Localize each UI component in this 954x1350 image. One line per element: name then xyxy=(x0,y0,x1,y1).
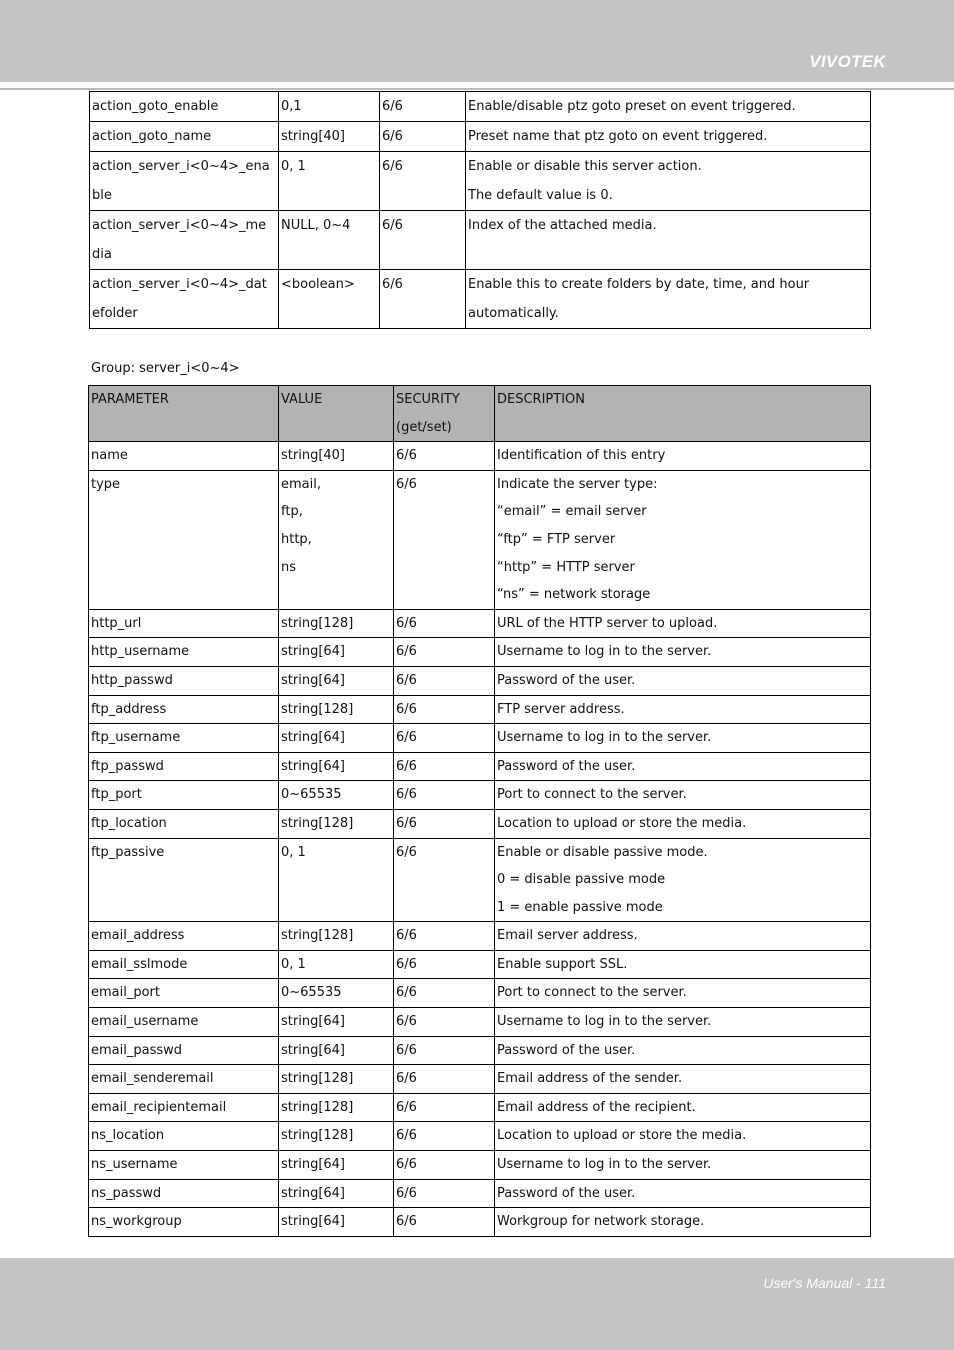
security-cell: 6/6 xyxy=(394,809,495,838)
parameter-cell xyxy=(90,92,279,122)
parameter-cell: ftp_passwd xyxy=(89,752,279,781)
value-cell-line: string[64] xyxy=(281,1014,346,1030)
value-cell-line: ftp, xyxy=(281,504,303,520)
description-cell xyxy=(495,979,871,1008)
security-cell-line: 6/6 xyxy=(382,218,403,233)
value-cell-line: string[64] xyxy=(281,672,346,688)
table-row xyxy=(89,470,871,609)
value-cell-line: string[128] xyxy=(281,615,354,631)
description-cell xyxy=(495,695,871,724)
table-row xyxy=(89,638,871,667)
description-cell xyxy=(495,666,871,695)
description-cell xyxy=(466,122,871,152)
parameter-cell: name xyxy=(89,442,279,471)
page-footer xyxy=(0,1258,954,1350)
table-row xyxy=(89,1065,871,1094)
value-cell xyxy=(279,1093,394,1122)
security-cell: 6/6 xyxy=(394,838,495,922)
security-cell: 6/6 xyxy=(394,950,495,979)
value-cell-line: string[64] xyxy=(281,644,346,660)
table-row xyxy=(89,724,871,753)
description-cell-line: Location to upload or store the media. xyxy=(497,1128,747,1144)
security-cell: 6/6 xyxy=(394,1093,495,1122)
security-cell: 6/6 xyxy=(394,609,495,638)
description-cell-line: Enable or disable this server action. xyxy=(468,159,702,174)
security-cell: 6/6 xyxy=(394,695,495,724)
description-cell-line: Password of the user. xyxy=(497,758,636,774)
table-row xyxy=(90,152,871,211)
value-cell-line: string[128] xyxy=(281,701,354,717)
parameter-cell: email_passwd xyxy=(89,1036,279,1065)
parameter-cell: ftp_port xyxy=(89,781,279,810)
parameter-cell: http_username xyxy=(89,638,279,667)
security-cell: 6/6 xyxy=(394,666,495,695)
description-cell xyxy=(495,1008,871,1037)
description-cell-line: Username to log in to the server. xyxy=(497,644,712,660)
parameter-cell-line: action_goto_name xyxy=(92,129,212,144)
table-row xyxy=(89,666,871,695)
description-cell xyxy=(495,442,871,471)
parameter-cell-line: action_server_i<0~4>_me xyxy=(92,218,267,233)
description-cell-line: Index of the attached media. xyxy=(468,218,657,233)
parameter-cell xyxy=(90,270,279,329)
table-row xyxy=(89,809,871,838)
description-cell xyxy=(495,1065,871,1094)
description-cell-line: Username to log in to the server. xyxy=(497,1157,712,1173)
table-header-row xyxy=(89,386,871,442)
value-cell-line: string[128] xyxy=(281,1071,354,1087)
description-cell xyxy=(495,1151,871,1180)
value-cell xyxy=(279,442,394,471)
description-cell xyxy=(495,752,871,781)
description-cell-line: URL of the HTTP server to upload. xyxy=(497,615,718,631)
value-cell-line: string[64] xyxy=(281,1185,346,1201)
description-cell xyxy=(495,950,871,979)
value-cell xyxy=(279,979,394,1008)
value-cell xyxy=(279,1208,394,1237)
description-cell-line: Password of the user. xyxy=(497,672,636,688)
value-cell xyxy=(279,1065,394,1094)
parameter-cell-line: action_server_i<0~4>_ena xyxy=(92,159,270,174)
security-cell xyxy=(380,211,466,270)
value-cell-line: 0, 1 xyxy=(281,956,306,972)
value-cell xyxy=(279,1036,394,1065)
value-cell xyxy=(279,1008,394,1037)
value-cell-line: string[64] xyxy=(281,1214,346,1230)
parameter-cell: ns_workgroup xyxy=(89,1208,279,1237)
description-cell xyxy=(495,781,871,810)
description-cell xyxy=(466,92,871,122)
action-parameter-table-body xyxy=(90,92,871,329)
description-cell-line: Username to log in to the server. xyxy=(497,1014,712,1030)
value-cell xyxy=(279,152,380,211)
description-cell xyxy=(495,470,871,609)
value-cell xyxy=(279,950,394,979)
value-cell-line: NULL, 0~4 xyxy=(281,218,351,233)
security-cell xyxy=(380,122,466,152)
parameter-cell: email_username xyxy=(89,1008,279,1037)
value-cell xyxy=(279,638,394,667)
description-cell-line: Enable support SSL. xyxy=(497,956,628,972)
description-cell-line: Preset name that ptz goto on event triggered. xyxy=(468,129,768,144)
table-row xyxy=(90,270,871,329)
description-cell-line: Enable or disable passive mode. xyxy=(497,844,708,860)
server-parameter-table-body xyxy=(89,386,871,1237)
security-cell: 6/6 xyxy=(394,781,495,810)
description-cell-line: 1 = enable passive mode xyxy=(497,899,663,915)
header-security xyxy=(394,386,495,442)
security-cell xyxy=(380,270,466,329)
value-cell-line: string[128] xyxy=(281,815,354,831)
parameter-cell xyxy=(90,122,279,152)
table-row xyxy=(89,838,871,922)
value-cell-line: email, xyxy=(281,476,321,492)
value-cell xyxy=(279,666,394,695)
table-row xyxy=(89,950,871,979)
value-cell-line: string[128] xyxy=(281,1128,354,1144)
security-cell: 6/6 xyxy=(394,922,495,951)
value-cell-line: string[40] xyxy=(281,129,346,144)
value-cell xyxy=(279,724,394,753)
description-cell-line: Enable/disable ptz goto preset on event triggered. xyxy=(468,99,796,114)
description-cell xyxy=(466,152,871,211)
table-row xyxy=(89,1151,871,1180)
description-cell xyxy=(466,270,871,329)
value-cell-line: 0~65535 xyxy=(281,787,342,803)
security-cell: 6/6 xyxy=(394,442,495,471)
table-row xyxy=(89,1179,871,1208)
parameter-cell: email_recipientemail xyxy=(89,1093,279,1122)
parameter-cell-line: efolder xyxy=(92,306,138,321)
security-cell xyxy=(380,152,466,211)
description-cell-line: “ftp” = FTP server xyxy=(497,531,616,547)
value-cell xyxy=(279,838,394,922)
table-row xyxy=(89,781,871,810)
value-cell-line: 0~65535 xyxy=(281,985,342,1001)
security-cell xyxy=(380,92,466,122)
security-cell: 6/6 xyxy=(394,1122,495,1151)
table-row xyxy=(89,1122,871,1151)
value-cell-line: 0, 1 xyxy=(281,844,306,860)
parameter-cell-line: action_server_i<0~4>_dat xyxy=(92,277,267,292)
description-cell-line: Username to log in to the server. xyxy=(497,730,712,746)
value-cell xyxy=(279,92,380,122)
value-cell xyxy=(279,1122,394,1151)
parameter-cell: http_url xyxy=(89,609,279,638)
table-row xyxy=(89,442,871,471)
value-cell-line: ns xyxy=(281,559,297,575)
security-cell-line: 6/6 xyxy=(382,99,403,114)
table-row xyxy=(89,1036,871,1065)
value-cell xyxy=(279,122,380,152)
description-cell-line: Email address of the recipient. xyxy=(497,1099,696,1115)
parameter-cell-line: ble xyxy=(92,188,112,203)
table-row xyxy=(89,609,871,638)
description-cell xyxy=(495,838,871,922)
description-cell xyxy=(495,1036,871,1065)
description-cell-line: Identification of this entry xyxy=(497,448,666,464)
parameter-cell xyxy=(90,211,279,270)
value-cell-line: 0,1 xyxy=(281,99,302,114)
description-cell-line: Password of the user. xyxy=(497,1185,636,1201)
parameter-cell: ns_location xyxy=(89,1122,279,1151)
description-cell-line: “email” = email server xyxy=(497,504,647,520)
security-cell-line: 6/6 xyxy=(382,277,403,292)
description-cell-line: Port to connect to the server. xyxy=(497,985,687,1001)
description-cell-line: “ns” = network storage xyxy=(497,587,651,603)
value-cell xyxy=(279,211,380,270)
value-cell xyxy=(279,922,394,951)
security-cell: 6/6 xyxy=(394,638,495,667)
value-cell xyxy=(279,781,394,810)
security-cell: 6/6 xyxy=(394,1065,495,1094)
table-row xyxy=(89,1208,871,1237)
value-cell-line: <boolean> xyxy=(281,277,355,292)
description-cell xyxy=(495,1179,871,1208)
description-cell-line: Password of the user. xyxy=(497,1042,636,1058)
security-cell: 6/6 xyxy=(394,1179,495,1208)
parameter-cell: email_senderemail xyxy=(89,1065,279,1094)
description-cell-line: Workgroup for network storage. xyxy=(497,1214,705,1230)
value-cell xyxy=(279,1151,394,1180)
description-cell xyxy=(495,1208,871,1237)
value-cell-line: string[40] xyxy=(281,448,346,464)
description-cell-line: Email address of the sender. xyxy=(497,1071,683,1087)
parameter-cell: email_sslmode xyxy=(89,950,279,979)
description-cell-line: The default value is 0. xyxy=(468,188,613,203)
table-row xyxy=(90,92,871,122)
header-parameter: PARAMETER xyxy=(89,386,279,442)
value-cell xyxy=(279,1179,394,1208)
table-row xyxy=(90,211,871,270)
security-cell: 6/6 xyxy=(394,752,495,781)
brand-logo: VIVOTEK xyxy=(809,52,886,71)
action-parameter-table xyxy=(89,91,871,329)
value-cell xyxy=(279,470,394,609)
parameter-cell: ftp_username xyxy=(89,724,279,753)
security-cell-line: 6/6 xyxy=(382,129,403,144)
table-row xyxy=(89,1008,871,1037)
parameter-cell: http_passwd xyxy=(89,666,279,695)
description-cell xyxy=(495,1093,871,1122)
description-cell-line: Location to upload or store the media. xyxy=(497,815,747,831)
security-cell: 6/6 xyxy=(394,979,495,1008)
description-cell-line: “http” = HTTP server xyxy=(497,559,635,575)
description-cell-line: automatically. xyxy=(468,306,559,321)
security-cell: 6/6 xyxy=(394,1151,495,1180)
description-cell-line: FTP server address. xyxy=(497,701,625,717)
table-row xyxy=(89,1093,871,1122)
header-divider xyxy=(0,88,954,90)
security-cell-line: 6/6 xyxy=(382,159,403,174)
parameter-cell: email_port xyxy=(89,979,279,1008)
description-cell xyxy=(466,211,871,270)
value-cell xyxy=(279,752,394,781)
description-cell xyxy=(495,609,871,638)
parameter-cell: ns_passwd xyxy=(89,1179,279,1208)
parameter-cell: type xyxy=(89,470,279,609)
table-row xyxy=(89,695,871,724)
description-cell xyxy=(495,809,871,838)
value-cell-line: string[64] xyxy=(281,730,346,746)
description-cell-line: Enable this to create folders by date, time, and hour xyxy=(468,277,810,292)
header-security-line: (get/set) xyxy=(396,419,452,435)
description-cell-line: Port to connect to the server. xyxy=(497,787,687,803)
value-cell xyxy=(279,609,394,638)
description-cell xyxy=(495,638,871,667)
description-cell-line: 0 = disable passive mode xyxy=(497,872,666,888)
parameter-cell xyxy=(90,152,279,211)
parameter-cell: ftp_passive xyxy=(89,838,279,922)
security-cell: 6/6 xyxy=(394,1008,495,1037)
description-cell-line: Email server address. xyxy=(497,928,638,944)
parameter-cell: email_address xyxy=(89,922,279,951)
server-parameter-table xyxy=(88,385,871,1237)
header-security-line: SECURITY xyxy=(396,392,460,407)
table-row xyxy=(89,922,871,951)
value-cell-line: http, xyxy=(281,531,312,547)
value-cell-line: string[128] xyxy=(281,1099,354,1115)
security-cell: 6/6 xyxy=(394,724,495,753)
table-row xyxy=(89,979,871,1008)
value-cell xyxy=(279,695,394,724)
security-cell: 6/6 xyxy=(394,470,495,609)
description-cell-line: Indicate the server type: xyxy=(497,476,658,492)
table-row xyxy=(90,122,871,152)
table-row xyxy=(89,752,871,781)
parameter-cell: ftp_address xyxy=(89,695,279,724)
security-cell: 6/6 xyxy=(394,1036,495,1065)
value-cell-line: string[64] xyxy=(281,758,346,774)
parameter-cell-line: action_goto_enable xyxy=(92,99,219,114)
group-label: Group: server_i<0~4> xyxy=(91,361,240,376)
parameter-cell: ftp_location xyxy=(89,809,279,838)
description-cell xyxy=(495,724,871,753)
value-cell xyxy=(279,809,394,838)
value-cell-line: string[64] xyxy=(281,1042,346,1058)
value-cell-line: string[64] xyxy=(281,1157,346,1173)
description-cell xyxy=(495,922,871,951)
header-description: DESCRIPTION xyxy=(495,386,871,442)
value-cell xyxy=(279,270,380,329)
value-cell-line: 0, 1 xyxy=(281,159,306,174)
page-number-label: User's Manual - 111 xyxy=(763,1275,886,1291)
parameter-cell: ns_username xyxy=(89,1151,279,1180)
security-cell: 6/6 xyxy=(394,1208,495,1237)
parameter-cell-line: dia xyxy=(92,247,112,262)
description-cell xyxy=(495,1122,871,1151)
value-cell-line: string[128] xyxy=(281,928,354,944)
header-value: VALUE xyxy=(279,386,394,442)
